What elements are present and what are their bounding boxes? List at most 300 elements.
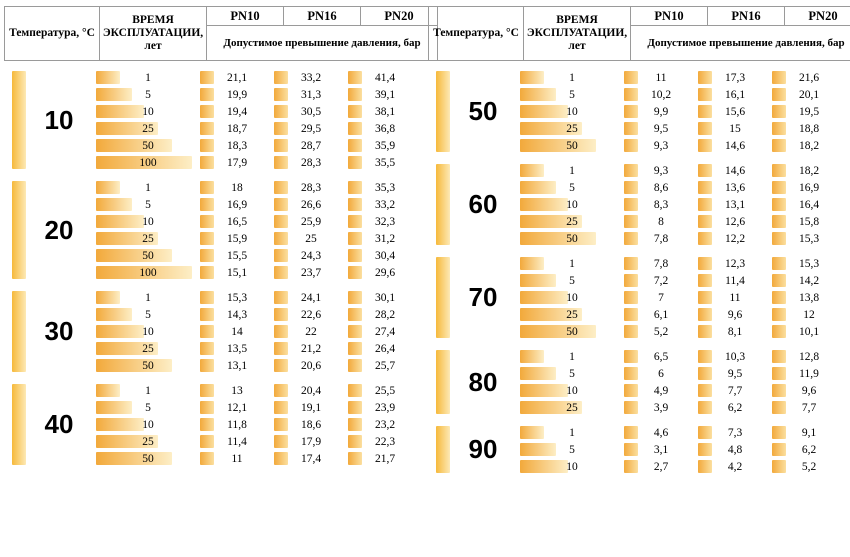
pressure-value: 12,6 [724, 215, 746, 228]
table-row [520, 441, 846, 458]
table-row [520, 213, 846, 230]
pressure-cell-pn10 [200, 323, 274, 340]
years-cell [96, 450, 200, 467]
header-pn20: PN20 [361, 7, 438, 26]
table-row [520, 255, 846, 272]
pressure-cell-pn10 [624, 458, 698, 475]
temperature-gradient-bar [436, 164, 450, 245]
pressure-cell-pn16 [274, 230, 348, 247]
years-cell [520, 137, 624, 154]
pressure-value: 15,9 [226, 232, 248, 245]
pressure-cell-pn16 [274, 323, 348, 340]
temperature-cell [428, 348, 520, 416]
pressure-value: 9,5 [727, 367, 743, 380]
pressure-value: 9,3 [653, 164, 669, 177]
years-cell [96, 196, 200, 213]
pressure-value: 18,7 [226, 122, 248, 135]
pressure-value: 35,3 [374, 181, 396, 194]
pressure-value: 15,3 [798, 232, 820, 245]
pressure-cell-pn10 [624, 120, 698, 137]
temperature-group [428, 69, 846, 154]
pressure-cell-pn20 [772, 255, 846, 272]
pressure-cell-pn16 [274, 86, 348, 103]
pressure-cell-pn10 [200, 103, 274, 120]
pressure-cell-pn16 [698, 289, 772, 306]
temperature-cell [428, 69, 520, 154]
years-cell [520, 272, 624, 289]
pressure-cell-pn20 [772, 365, 846, 382]
pressure-cell-pn16 [698, 103, 772, 120]
pressure-value: 2,7 [653, 460, 669, 473]
pressure-cell-pn20 [348, 450, 422, 467]
pressure-cell-pn20 [772, 86, 846, 103]
pressure-value: 29,6 [374, 266, 396, 279]
rows-container [520, 162, 846, 247]
pressure-value: 28,2 [374, 308, 396, 321]
pressure-cell-pn10 [200, 154, 274, 171]
pressure-value: 25 [305, 232, 317, 245]
table-row [96, 247, 422, 264]
rows-container [96, 382, 422, 467]
pressure-cell-pn10 [200, 213, 274, 230]
pressure-value: 17,9 [226, 156, 248, 169]
pressure-cell-pn10 [624, 230, 698, 247]
table-row [520, 196, 846, 213]
temperature-cell [4, 289, 96, 374]
years-cell [520, 424, 624, 441]
pressure-cell-pn20 [772, 424, 846, 441]
temperature-value: 90 [468, 434, 498, 465]
years-cell [520, 86, 624, 103]
pressure-value: 14,6 [724, 139, 746, 152]
years-cell [520, 69, 624, 86]
pressure-cell-pn20 [772, 120, 846, 137]
temperature-gradient-bar [436, 426, 450, 473]
pressure-value: 17,4 [300, 452, 322, 465]
years-value: 10 [142, 105, 154, 118]
years-cell [520, 365, 624, 382]
pressure-value: 16,1 [724, 88, 746, 101]
pressure-value: 13,6 [724, 181, 746, 194]
temperature-group [428, 255, 846, 340]
temperature-value: 60 [468, 189, 498, 220]
pressure-value: 9,6 [727, 308, 743, 321]
pressure-value: 11,8 [227, 418, 247, 431]
pressure-value: 29,5 [300, 122, 322, 135]
table-row [520, 86, 846, 103]
years-value: 5 [145, 88, 151, 101]
temperature-value: 10 [44, 104, 74, 135]
pressure-cell-pn10 [200, 306, 274, 323]
years-cell [520, 382, 624, 399]
years-value: 50 [142, 359, 154, 372]
pressure-value: 30,1 [374, 291, 396, 304]
pressure-value: 35,9 [374, 139, 396, 152]
table-row [96, 230, 422, 247]
pressure-cell-pn16 [274, 382, 348, 399]
temperature-groups-right [428, 69, 846, 475]
pressure-cell-pn20 [348, 416, 422, 433]
pressure-value: 17,9 [300, 435, 322, 448]
years-value: 50 [566, 232, 578, 245]
table-row [96, 357, 422, 374]
table-panel-left [4, 0, 422, 467]
pressure-value: 38,1 [374, 105, 396, 118]
years-cell [520, 213, 624, 230]
years-value: 100 [139, 266, 157, 279]
table-row [96, 450, 422, 467]
pressure-cell-pn20 [772, 289, 846, 306]
pressure-cell-pn16 [698, 162, 772, 179]
pressure-cell-pn16 [698, 399, 772, 416]
temperature-value: 20 [44, 214, 74, 245]
table-header-left [4, 6, 438, 61]
pressure-value: 8 [658, 215, 664, 228]
pressure-cell-pn20 [348, 154, 422, 171]
pressure-value: 32,3 [374, 215, 396, 228]
pressure-cell-pn20 [348, 264, 422, 281]
pressure-value: 18,2 [798, 139, 820, 152]
pressure-cell-pn16 [274, 399, 348, 416]
pressure-value: 6 [658, 367, 664, 380]
pressure-cell-pn16 [698, 323, 772, 340]
pressure-cell-pn10 [624, 196, 698, 213]
pressure-value: 4,8 [727, 443, 743, 456]
years-cell [96, 154, 200, 171]
header-pn16: PN16 [284, 7, 361, 26]
years-value: 1 [569, 164, 575, 177]
pressure-cell-pn16 [274, 416, 348, 433]
table-row [96, 382, 422, 399]
pressure-value: 31,3 [300, 88, 322, 101]
pressure-value: 20,1 [798, 88, 820, 101]
pressure-value: 8,3 [653, 198, 669, 211]
pressure-value: 13,5 [226, 342, 248, 355]
pressure-cell-pn16 [698, 306, 772, 323]
years-cell [96, 382, 200, 399]
pressure-cell-pn20 [772, 213, 846, 230]
years-cell [96, 306, 200, 323]
pressure-value: 19,4 [226, 105, 248, 118]
pressure-value: 11 [231, 452, 243, 465]
header-pn10: PN10 [631, 7, 708, 26]
years-value: 25 [142, 435, 154, 448]
pressure-value: 16,9 [226, 198, 248, 211]
pressure-value: 24,3 [300, 249, 322, 262]
pressure-value: 4,6 [653, 426, 669, 439]
pressure-cell-pn16 [274, 450, 348, 467]
years-value: 10 [566, 384, 578, 397]
pressure-value: 9,1 [801, 426, 817, 439]
table-row [96, 179, 422, 196]
table-row [96, 433, 422, 450]
years-cell [520, 162, 624, 179]
years-value: 10 [566, 291, 578, 304]
pressure-value: 25,5 [374, 384, 396, 397]
years-value: 1 [145, 71, 151, 84]
pressure-cell-pn10 [624, 255, 698, 272]
pressure-cell-pn20 [772, 306, 846, 323]
pressure-cell-pn10 [624, 213, 698, 230]
rows-container [520, 255, 846, 340]
rows-container [520, 424, 846, 475]
years-cell [520, 179, 624, 196]
pressure-value: 30,5 [300, 105, 322, 118]
pressure-value: 8,6 [653, 181, 669, 194]
years-cell [520, 306, 624, 323]
pressure-value: 15,1 [226, 266, 248, 279]
pressure-cell-pn10 [624, 289, 698, 306]
pressure-value: 10,3 [724, 350, 746, 363]
pressure-cell-pn16 [698, 196, 772, 213]
pressure-value: 15 [729, 122, 741, 135]
pressure-cell-pn20 [772, 441, 846, 458]
pressure-cell-pn10 [200, 399, 274, 416]
pressure-cell-pn10 [200, 289, 274, 306]
pressure-value: 33,2 [300, 71, 322, 84]
pressure-value: 15,8 [798, 215, 820, 228]
pressure-cell-pn16 [698, 382, 772, 399]
pressure-value: 18,2 [798, 164, 820, 177]
table-row [96, 103, 422, 120]
pressure-value: 3,9 [653, 401, 669, 414]
table-row [520, 120, 846, 137]
rows-container [520, 348, 846, 416]
pressure-cell-pn16 [698, 69, 772, 86]
years-value: 25 [566, 215, 578, 228]
table-header-right [428, 6, 850, 61]
table-row [520, 289, 846, 306]
header-subtitle: Допустимое превышение давления, бар [631, 26, 850, 61]
years-cell [96, 289, 200, 306]
pressure-value: 11 [729, 291, 741, 304]
years-value: 25 [566, 308, 578, 321]
pressure-cell-pn20 [348, 69, 422, 86]
temperature-cell [428, 255, 520, 340]
pressure-value: 39,1 [374, 88, 396, 101]
years-cell [520, 399, 624, 416]
pressure-cell-pn20 [772, 382, 846, 399]
pressure-cell-pn20 [772, 179, 846, 196]
table-row [520, 272, 846, 289]
table-row [520, 424, 846, 441]
temperature-value: 70 [468, 282, 498, 313]
years-cell [96, 433, 200, 450]
pressure-cell-pn10 [200, 137, 274, 154]
temperature-cell [4, 179, 96, 281]
years-value: 1 [569, 71, 575, 84]
table-row [96, 340, 422, 357]
pressure-cell-pn20 [348, 213, 422, 230]
pressure-cell-pn20 [772, 103, 846, 120]
pressure-value: 15,3 [798, 257, 820, 270]
pressure-cell-pn16 [274, 357, 348, 374]
years-value: 10 [566, 105, 578, 118]
pressure-value: 15,3 [226, 291, 248, 304]
temperature-group [4, 179, 422, 281]
pressure-value: 21,2 [300, 342, 322, 355]
pressure-cell-pn16 [698, 424, 772, 441]
temperature-group [4, 289, 422, 374]
pressure-cell-pn20 [348, 340, 422, 357]
table-row [96, 154, 422, 171]
pressure-cell-pn10 [624, 306, 698, 323]
pressure-cell-pn20 [348, 382, 422, 399]
temperature-cell [4, 69, 96, 171]
pressure-value: 6,2 [727, 401, 743, 414]
temperature-value: 50 [468, 96, 498, 127]
pressure-value: 23,2 [374, 418, 396, 431]
pressure-cell-pn10 [624, 103, 698, 120]
years-cell [96, 179, 200, 196]
pressure-cell-pn20 [772, 323, 846, 340]
temperature-cell [428, 162, 520, 247]
pressure-value: 28,7 [300, 139, 322, 152]
temperature-value: 30 [44, 316, 74, 347]
pressure-cell-pn10 [200, 69, 274, 86]
pressure-cell-pn20 [348, 306, 422, 323]
header-subtitle: Допустимое превышение давления, бар [207, 26, 438, 61]
pressure-value: 13 [231, 384, 243, 397]
pressure-value: 9,6 [801, 384, 817, 397]
years-value: 5 [569, 274, 575, 287]
pressure-cell-pn10 [200, 357, 274, 374]
table-row [520, 179, 846, 196]
temperature-cell [4, 382, 96, 467]
years-cell [520, 196, 624, 213]
pressure-cell-pn10 [200, 120, 274, 137]
temperature-gradient-bar [12, 181, 26, 279]
table-row [96, 213, 422, 230]
pressure-cell-pn16 [274, 179, 348, 196]
pressure-value: 11 [655, 71, 667, 84]
pressure-value: 21,6 [798, 71, 820, 84]
pressure-cell-pn20 [772, 348, 846, 365]
temperature-value: 80 [468, 366, 498, 397]
pressure-cell-pn16 [698, 458, 772, 475]
pressure-cell-pn10 [624, 424, 698, 441]
temperature-gradient-bar [12, 291, 26, 372]
pressure-cell-pn16 [274, 103, 348, 120]
years-cell [96, 357, 200, 374]
pressure-value: 23,7 [300, 266, 322, 279]
years-value: 50 [566, 139, 578, 152]
pressure-value: 22,6 [300, 308, 322, 321]
pressure-value: 7,8 [653, 257, 669, 270]
table-row [96, 306, 422, 323]
pressure-cell-pn10 [624, 162, 698, 179]
rows-container [96, 69, 422, 171]
pressure-value: 17,3 [724, 71, 746, 84]
pressure-cell-pn20 [772, 137, 846, 154]
pressure-cell-pn20 [348, 86, 422, 103]
header-temperature: Температура, °C [5, 7, 100, 61]
table-panel-right [428, 0, 846, 475]
pressure-value: 25,7 [374, 359, 396, 372]
pressure-cell-pn20 [772, 162, 846, 179]
pressure-cell-pn16 [274, 264, 348, 281]
table-row [96, 416, 422, 433]
table-row [96, 264, 422, 281]
table-row [96, 69, 422, 86]
table-row [520, 382, 846, 399]
pressure-cell-pn10 [200, 179, 274, 196]
years-cell [96, 137, 200, 154]
years-value: 1 [145, 384, 151, 397]
years-value: 5 [145, 198, 151, 211]
pressure-cell-pn10 [624, 323, 698, 340]
years-cell [520, 289, 624, 306]
years-value: 100 [139, 156, 157, 169]
table-row [96, 120, 422, 137]
pressure-value: 33,2 [374, 198, 396, 211]
temperature-group [428, 348, 846, 416]
pressure-value: 22,3 [374, 435, 396, 448]
table-row [96, 137, 422, 154]
pressure-value: 14 [231, 325, 243, 338]
table-row [520, 399, 846, 416]
rows-container [96, 289, 422, 374]
years-cell [96, 416, 200, 433]
years-cell [520, 441, 624, 458]
pressure-value: 19,5 [798, 105, 820, 118]
pressure-cell-pn16 [274, 247, 348, 264]
years-cell [96, 340, 200, 357]
pressure-value: 35,5 [374, 156, 396, 169]
pressure-value: 15,5 [226, 249, 248, 262]
pressure-cell-pn16 [698, 441, 772, 458]
pressure-cell-pn16 [698, 86, 772, 103]
pressure-cell-pn20 [772, 69, 846, 86]
temperature-gradient-bar [12, 71, 26, 169]
pressure-cell-pn20 [348, 247, 422, 264]
pressure-cell-pn20 [772, 230, 846, 247]
years-cell [520, 323, 624, 340]
table-row [520, 348, 846, 365]
pressure-value: 4,9 [653, 384, 669, 397]
years-value: 5 [569, 443, 575, 456]
pressure-cell-pn16 [274, 69, 348, 86]
pressure-value: 6,1 [653, 308, 669, 321]
pressure-value: 7,7 [801, 401, 817, 414]
pressure-value: 6,2 [801, 443, 817, 456]
pressure-cell-pn16 [274, 433, 348, 450]
pressure-value: 11,4 [725, 274, 745, 287]
years-value: 1 [569, 426, 575, 439]
pressure-value: 9,9 [653, 105, 669, 118]
temperature-group [4, 382, 422, 467]
pressure-cell-pn16 [698, 230, 772, 247]
years-cell [96, 399, 200, 416]
temperature-cell [428, 424, 520, 475]
pressure-value: 7,8 [653, 232, 669, 245]
pressure-cell-pn10 [624, 441, 698, 458]
pressure-cell-pn16 [698, 120, 772, 137]
pressure-value: 14,3 [226, 308, 248, 321]
pressure-value: 18,8 [798, 122, 820, 135]
pressure-value: 41,4 [374, 71, 396, 84]
pressure-value: 5,2 [801, 460, 817, 473]
pressure-value: 28,3 [300, 156, 322, 169]
pressure-cell-pn10 [200, 450, 274, 467]
years-value: 25 [142, 122, 154, 135]
pressure-cell-pn20 [348, 137, 422, 154]
years-value: 50 [142, 452, 154, 465]
pressure-cell-pn16 [698, 272, 772, 289]
pressure-value: 8,1 [727, 325, 743, 338]
years-value: 5 [145, 401, 151, 414]
pressure-cell-pn20 [348, 399, 422, 416]
